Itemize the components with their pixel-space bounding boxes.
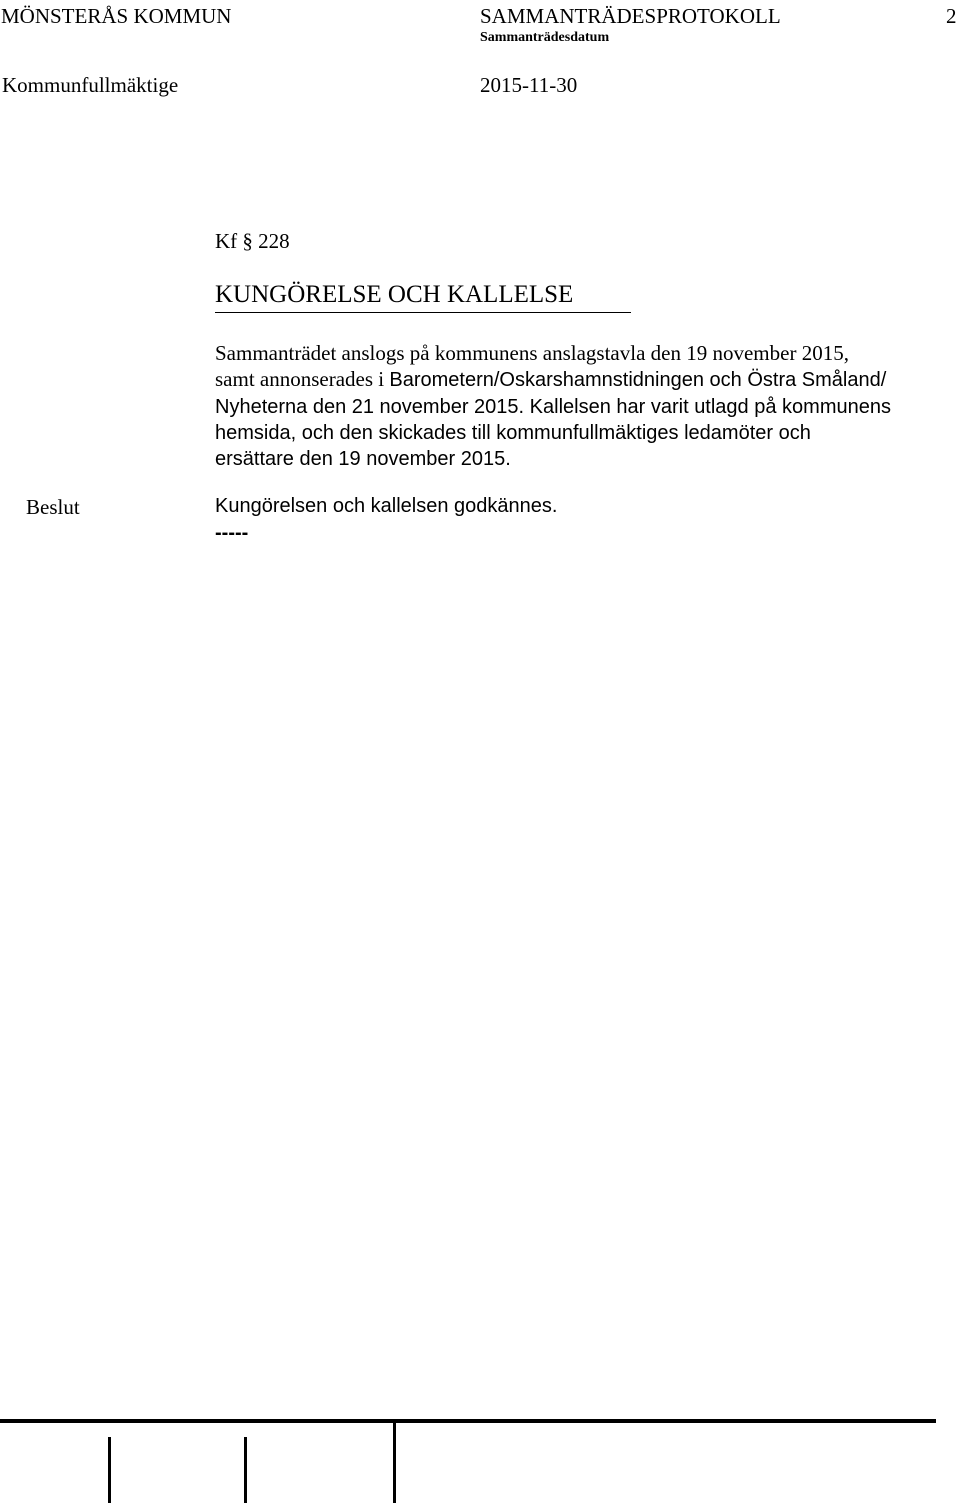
meeting-date: 2015-11-30	[480, 73, 578, 97]
title-underline	[215, 312, 631, 313]
signature-divider-2	[244, 1437, 247, 1503]
body-line-5: ersättare den 19 november 2015.	[215, 448, 511, 470]
body-line-3-rest: Kallelsen har varit utlagd på kommunens	[524, 396, 891, 418]
footer-rule	[0, 1419, 936, 1423]
document-type: SAMMANTRÄDESPROTOKOLL	[480, 4, 781, 28]
meeting-date-label: Sammanträdesdatum	[480, 30, 610, 45]
body-line-3	[215, 393, 945, 420]
end-marker: -----	[215, 522, 249, 544]
body-line-4: hemsida, och den skickades till kommunfullmäktiges ledamöter och	[215, 422, 811, 444]
body-line-1: Sammanträdet anslogs på kommunens anslagstavla den 19 november 2015,	[215, 341, 849, 365]
signature-divider-3	[393, 1423, 396, 1503]
decision-text: Kungörelsen och kallelsen godkännes.	[215, 495, 558, 517]
organization-name: MÖNSTERÅS KOMMUN	[1, 4, 232, 28]
signature-divider-1	[108, 1437, 111, 1503]
decision-label: Beslut	[26, 495, 80, 519]
governing-body: Kommunfullmäktige	[2, 73, 179, 97]
page-number: 2	[946, 4, 957, 28]
body-line-2-start: samt annonserades i	[215, 367, 390, 391]
newspaper-names: Barometern/Oskarshamnstidningen och Östra Småland/	[389, 369, 887, 391]
paragraph-number: Kf § 228	[215, 229, 290, 253]
body-line-2	[215, 366, 945, 393]
newspaper-date: Nyheterna den 21 november 2015.	[215, 396, 525, 418]
section-title: KUNGÖRELSE OCH KALLELSE	[215, 281, 574, 308]
body-paragraph	[215, 340, 945, 472]
